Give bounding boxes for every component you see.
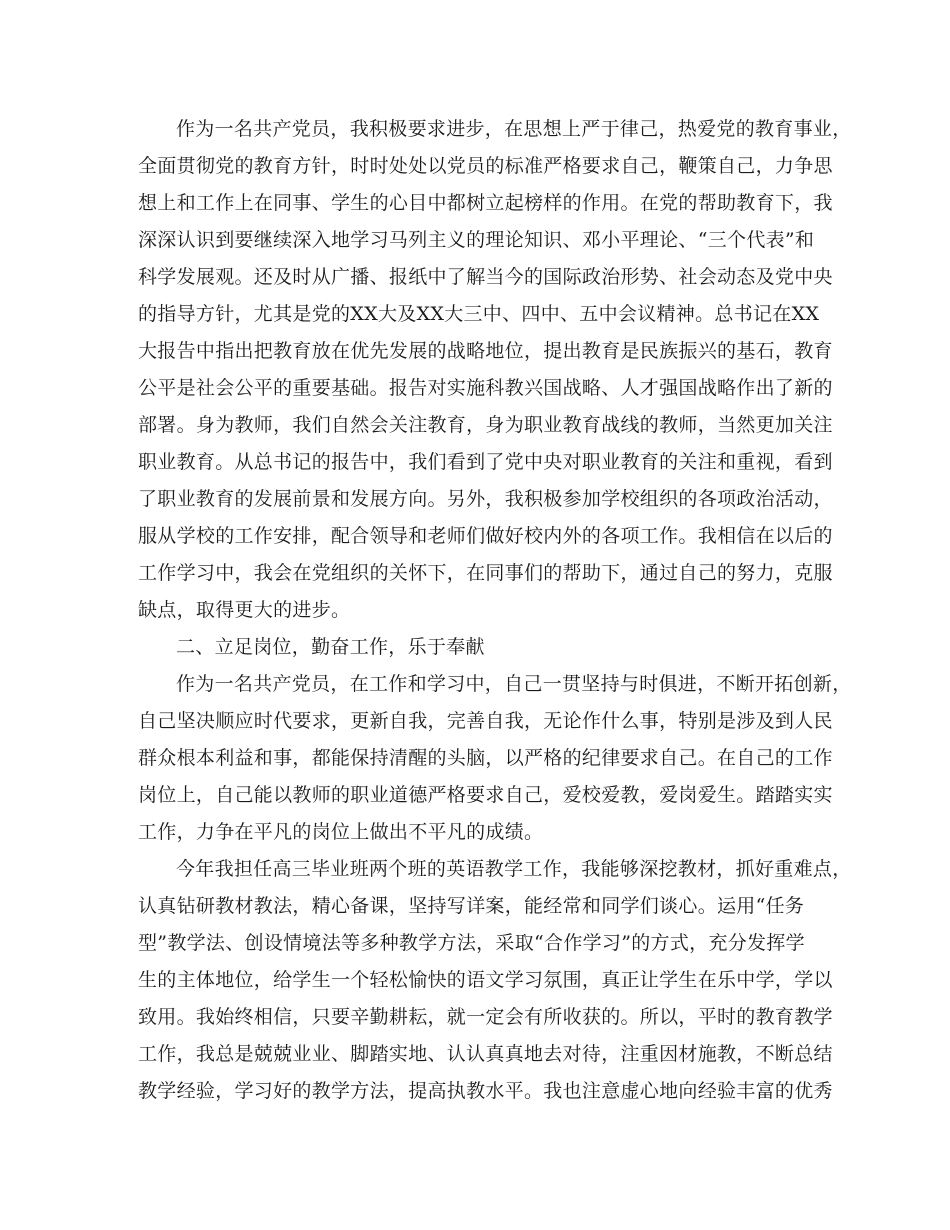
- text-line: 自己坚决顺应时代要求，更新自我，完善自我，无论作什么事，特别是涉及到人民: [138, 710, 833, 732]
- text-line: 服从学校的工作安排，配合领导和老师们做好校内外的各项工作。我相信在以后的: [138, 525, 833, 547]
- text-line: 工作，我总是兢兢业业、脚踏实地、认认真真地去对待，注重因材施教，不断总结: [138, 1043, 833, 1065]
- text-line: 认真钻研教材教法，精心备课，坚持写详案，能经常和同学们谈心。运用“任务: [138, 895, 805, 917]
- section-heading: 二、立足岗位，勤奋工作，乐于奉献: [176, 636, 485, 658]
- text-line: 大报告中指出把教育放在优先发展的战略地位，提出教育是民族振兴的基石，教育: [138, 340, 833, 362]
- text-line: 型”教学法、创设情境法等多种教学方法，采取“合作学习”的方式，充分发挥学: [138, 932, 805, 954]
- text-line: 深深认识到要继续深入地学习马列主义的理论知识、邓小平理论、“三个代表”和: [138, 229, 815, 251]
- text-line: 全面贯彻党的教育方针，时时处处以党员的标准严格要求自己，鞭策自己，力争思: [138, 155, 833, 177]
- text-line: 生的主体地位，给学生一个轻松愉快的语文学习氛围，真正让学生在乐中学，学以: [138, 969, 833, 991]
- text-line: 今年我担任高三毕业班两个班的英语教学工作，我能够深挖教材，抓好重难点，: [176, 858, 852, 880]
- text-line: 群众根本利益和事，都能保持清醒的头脑，以严格的纪律要求自己。在自己的工作: [138, 747, 833, 769]
- text-line: 了职业教育的发展前景和发展方向。另外，我积极参加学校组织的各项政治活动，: [138, 488, 833, 510]
- text-line: 作为一名共产党员，在工作和学习中，自己一贯坚持与时俱进，不断开拓创新，: [176, 673, 852, 695]
- text-line: 科学发展观。还及时从广播、报纸中了解当今的国际政治形势、社会动态及党中央: [138, 266, 833, 288]
- text-line: 部署。身为教师，我们自然会关注教育，身为职业教育战线的教师，当然更加关注: [138, 414, 833, 436]
- text-line: 工作学习中，我会在党组织的关怀下，在同事们的帮助下，通过自己的努力，克服: [138, 562, 833, 584]
- text-line: 想上和工作上在同事、学生的心目中都树立起榜样的作用。在党的帮助教育下，我: [138, 192, 833, 214]
- text-line: 公平是社会公平的重要基础。报告对实施科教兴国战略、人才强国战略作出了新的: [138, 377, 833, 399]
- text-line: 职业教育。从总书记的报告中，我们看到了党中央对职业教育的关注和重视，看到: [138, 451, 833, 473]
- text-line: 岗位上，自己能以教师的职业道德严格要求自己，爱校爱教，爱岗爱生。踏踏实实: [138, 784, 833, 806]
- text-line: 缺点，取得更大的进步。: [138, 599, 351, 621]
- text-line: 教学经验，学习好的教学方法，提高执教水平。我也注意虚心地向经验丰富的优秀: [138, 1080, 833, 1102]
- text-line: 作为一名共产党员，我积极要求进步，在思想上严于律己，热爱党的教育事业，: [176, 118, 852, 140]
- text-line: 工作，力争在平凡的岗位上做出不平凡的成绩。: [138, 821, 544, 843]
- text-line: 致用。我始终相信，只要辛勤耕耘，就一定会有所收获的。所以，平时的教育教学: [138, 1006, 833, 1028]
- text-line: 的指导方针，尤其是党的XX大及XX大三中、四中、五中会议精神。总书记在XX: [138, 303, 820, 325]
